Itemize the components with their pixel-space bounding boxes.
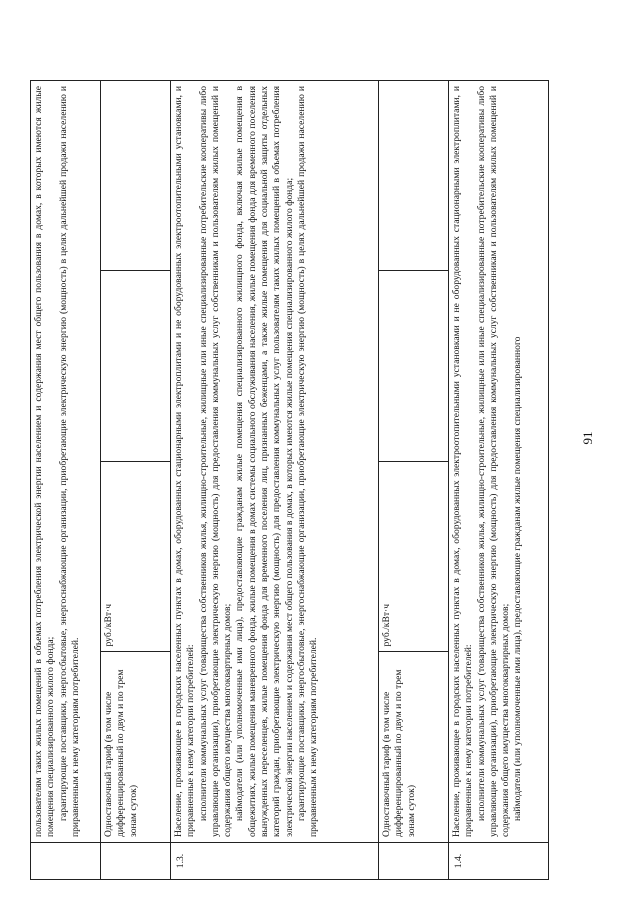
page-number: 91 <box>580 431 595 445</box>
row-number-cell <box>31 843 101 880</box>
tariff-cell: Одноставочный тариф (в том числе дифференцированный по двум и по трем зонам суток) <box>101 652 171 843</box>
paragraph: Население, проживающее в городских населенных пунктах в домах, оборудованных стационарными электроплитами и не оборудованных электроотопительными установками, и приравненные к нему категории потребителей: <box>173 86 197 837</box>
value-cell <box>101 81 171 272</box>
unit-cell: руб./кВт·ч <box>101 462 171 653</box>
paragraph: наймодатели (или уполномоченные ими лица), предоставляющие гражданам жилые помещения специализированного <box>512 336 524 821</box>
table-row <box>101 81 171 880</box>
row-number-cell: 1.3. <box>171 843 379 880</box>
row-number-cell <box>379 843 449 880</box>
paragraph: исполнители коммунальных услуг (товарищества собственников жилья, жилищно-строительные, жилищные или иные специализированные потребительские кооперативы либо управляющие организации), приобретающие электрическую энергию (мощность) для предоставления коммунальных услуг собственникам и пользователям жилых помещений и содержания общего имущества многоквартирных домов; <box>197 86 234 837</box>
tariff-cell: Одноставочный тариф (в том числе дифференцированный по двум и по трем зонам суток) <box>379 652 449 843</box>
description-cell <box>31 81 101 843</box>
rotated-page-content <box>30 80 548 880</box>
row-number-cell: 1.4. <box>449 843 549 880</box>
paragraph: гарантирующие поставщики, энергосбытовые, энергоснабжающие организации, приобретающие электрическую энергию (мощность) в целях дальнейшей продажи населению и приравненным к нему категориям потребителей. <box>295 86 320 837</box>
value-cell <box>101 271 171 462</box>
description-cell <box>171 81 379 843</box>
paragraph: Население, проживающее в городских населенных пунктах в домах, оборудованных электроотопительными установками и не оборудованных стационарными электроплитами, и приравненные к нему категории потребителей: <box>451 86 475 837</box>
paragraph: наймодатели (или уполномоченные ими лица), предоставляющие гражданам жилые помещения специализированного жилищного фонда, включая жилые помещения в общежитиях, жилые помещения маневренного фонда, жилые помещения в домах системы социального обслуживания населения, жилые помещения фонда для временного поселения вынужденных переселенцев, жилые помещения фонда для временного поселения лиц, признанных беженцами, а также жилые помещения для социальной защиты отдельных категорий граждан, приобретающие электрическую энергию (мощность) для предоставления коммунальных услуг пользователям таких жилых помещений в объемах потребления электрической энергии населением и содержания мест общего пользования в домах, в которых имеются жилые помещения специализированного жилого фонда; <box>234 86 295 837</box>
row-number-cell <box>101 843 171 880</box>
table-row <box>31 81 101 880</box>
paragraph: гарантирующие поставщики, энергосбытовые, энергоснабжающие организации, приобретающие электрическую энергию (мощность) в целях дальнейшей продажи населению и приравненным к нему категориям потребителей. <box>57 86 81 837</box>
description-cell <box>449 81 549 843</box>
value-cell <box>379 81 449 272</box>
unit-cell: руб./кВт·ч <box>379 462 449 653</box>
paragraph: исполнители коммунальных услуг (товарищества собственников жилья, жилищно-строительные, жилищные или иные специализированные потребительские кооперативы либо управляющие организации), приобретающие электрическую энергию (мощность) для предоставления коммунальных услуг собственникам и пользователям жилых помещений и содержания общего имущества многоквартирных домов; <box>475 86 512 837</box>
table-row <box>171 81 379 880</box>
value-cell <box>379 271 449 462</box>
table-row <box>379 81 449 880</box>
paragraph: пользователям таких жилых помещений в объемах потребления электрической энергии населением и содержания мест общего пользования в домах, в которых имеются жилые помещения специализированного жилого фонда; <box>33 86 57 837</box>
tariff-table <box>30 80 549 880</box>
table-row <box>449 81 549 880</box>
